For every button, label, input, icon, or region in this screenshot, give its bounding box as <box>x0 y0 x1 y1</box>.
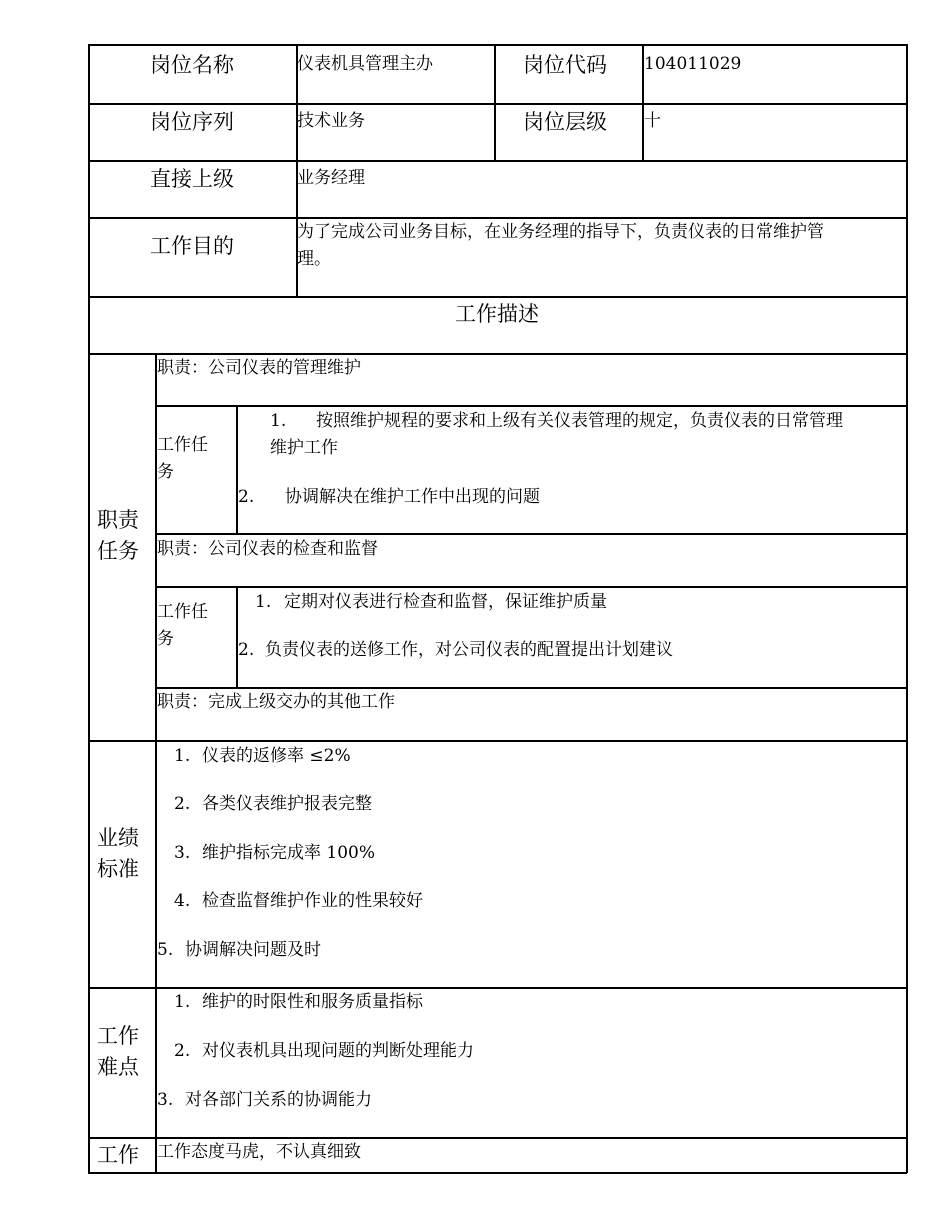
duty-1-task-2: 协调解决在维护工作中出现的问题 <box>285 487 540 507</box>
performance-item-number: 3. <box>174 843 191 863</box>
task-label-line-2: 务 <box>157 629 174 649</box>
col-divider <box>236 405 238 534</box>
col-divider <box>494 44 496 161</box>
superior-value: 业务经理 <box>297 168 365 188</box>
border-left <box>88 44 90 1173</box>
row-divider <box>155 405 907 407</box>
difficulty-item-number: 2. <box>174 1041 191 1061</box>
post-series-label: 岗位序列 <box>150 110 234 134</box>
duty-2-task-1-number: 1. <box>255 592 272 612</box>
purpose-line-2: 理。 <box>297 249 331 269</box>
duty-1-task-1-line-1: 按照维护规程的要求和上级有关仪表管理的规定，负责仪表的日常管理 <box>316 411 843 431</box>
duty-1-task-1-line-2: 维护工作 <box>270 438 338 458</box>
purpose-label: 工作目的 <box>150 234 234 258</box>
duty-2-task-2: 负责仪表的送修工作，对公司仪表的配置提出计划建议 <box>265 640 673 660</box>
row-divider <box>88 217 907 219</box>
row-divider <box>155 687 907 689</box>
row-divider <box>88 160 907 162</box>
performance-item-text: 协调解决问题及时 <box>185 940 321 960</box>
difficulty-label-line-1: 工作 <box>97 1024 139 1048</box>
last-row-text: 工作态度马虎，不认真细致 <box>157 1142 361 1162</box>
duty-2-task-1: 定期对仪表进行检查和监督，保证维护质量 <box>284 592 607 612</box>
row-divider <box>155 533 907 535</box>
row-divider <box>88 1137 907 1139</box>
post-level-label: 岗位层级 <box>523 110 607 134</box>
performance-item-number: 1. <box>174 746 191 766</box>
row-divider <box>88 296 907 298</box>
border-top <box>88 44 907 46</box>
post-code-value: 104011029 <box>644 54 742 74</box>
duty-1-title: 职责：公司仪表的管理维护 <box>157 358 361 378</box>
purpose-line-1: 为了完成公司业务目标，在业务经理的指导下，负责仪表的日常维护管 <box>297 222 824 242</box>
last-row-label: 工作 <box>97 1143 139 1167</box>
performance-item-text: 检查监督维护作业的性果较好 <box>202 891 423 911</box>
border-bottom <box>88 1172 907 1174</box>
duty-2-task-2-number: 2. <box>238 640 255 660</box>
performance-item-number: 4. <box>174 891 191 911</box>
duties-label-line-2: 任务 <box>97 539 139 563</box>
row-divider <box>88 987 907 989</box>
col-divider <box>236 586 238 688</box>
border-right <box>906 44 908 1173</box>
task-label-line-1: 工作任 <box>157 435 208 455</box>
row-divider <box>88 103 907 105</box>
post-code-label: 岗位代码 <box>523 53 607 77</box>
performance-item-text: 仪表的返修率 ≤2% <box>202 746 351 766</box>
duties-label-line-1: 职责 <box>97 508 139 532</box>
section-title: 工作描述 <box>455 302 539 326</box>
performance-item-number: 5. <box>157 940 174 960</box>
post-series-value: 技术业务 <box>297 111 365 131</box>
performance-item-text: 各类仪表维护报表完整 <box>202 794 372 814</box>
difficulty-item-number: 1. <box>174 992 191 1012</box>
duty-3-title: 职责：完成上级交办的其他工作 <box>157 692 395 712</box>
row-divider <box>88 740 907 742</box>
row-divider <box>155 586 907 588</box>
post-level-value: 十 <box>644 111 661 131</box>
duty-1-task-1-number: 1. <box>270 411 287 431</box>
task-label-line-1: 工作任 <box>157 602 208 622</box>
post-name-label: 岗位名称 <box>150 53 234 77</box>
post-name-value: 仪表机具管理主办 <box>297 54 433 74</box>
duty-2-title: 职责：公司仪表的检查和监督 <box>157 539 378 559</box>
difficulty-item-text: 维护的时限性和服务质量指标 <box>202 992 423 1012</box>
duty-1-task-2-number: 2. <box>238 487 255 507</box>
difficulty-item-number: 3. <box>157 1090 174 1110</box>
performance-item-text: 维护指标完成率 100% <box>202 843 376 863</box>
difficulty-item-text: 对各部门关系的协调能力 <box>185 1090 372 1110</box>
task-label-line-2: 务 <box>157 462 174 482</box>
performance-item-number: 2. <box>174 794 191 814</box>
row-divider <box>88 353 907 355</box>
superior-label: 直接上级 <box>150 167 234 191</box>
performance-label-line-1: 业绩 <box>97 826 139 850</box>
performance-label-line-2: 标准 <box>97 857 139 881</box>
difficulty-item-text: 对仪表机具出现问题的判断处理能力 <box>202 1041 474 1061</box>
difficulty-label-line-2: 难点 <box>97 1055 139 1079</box>
